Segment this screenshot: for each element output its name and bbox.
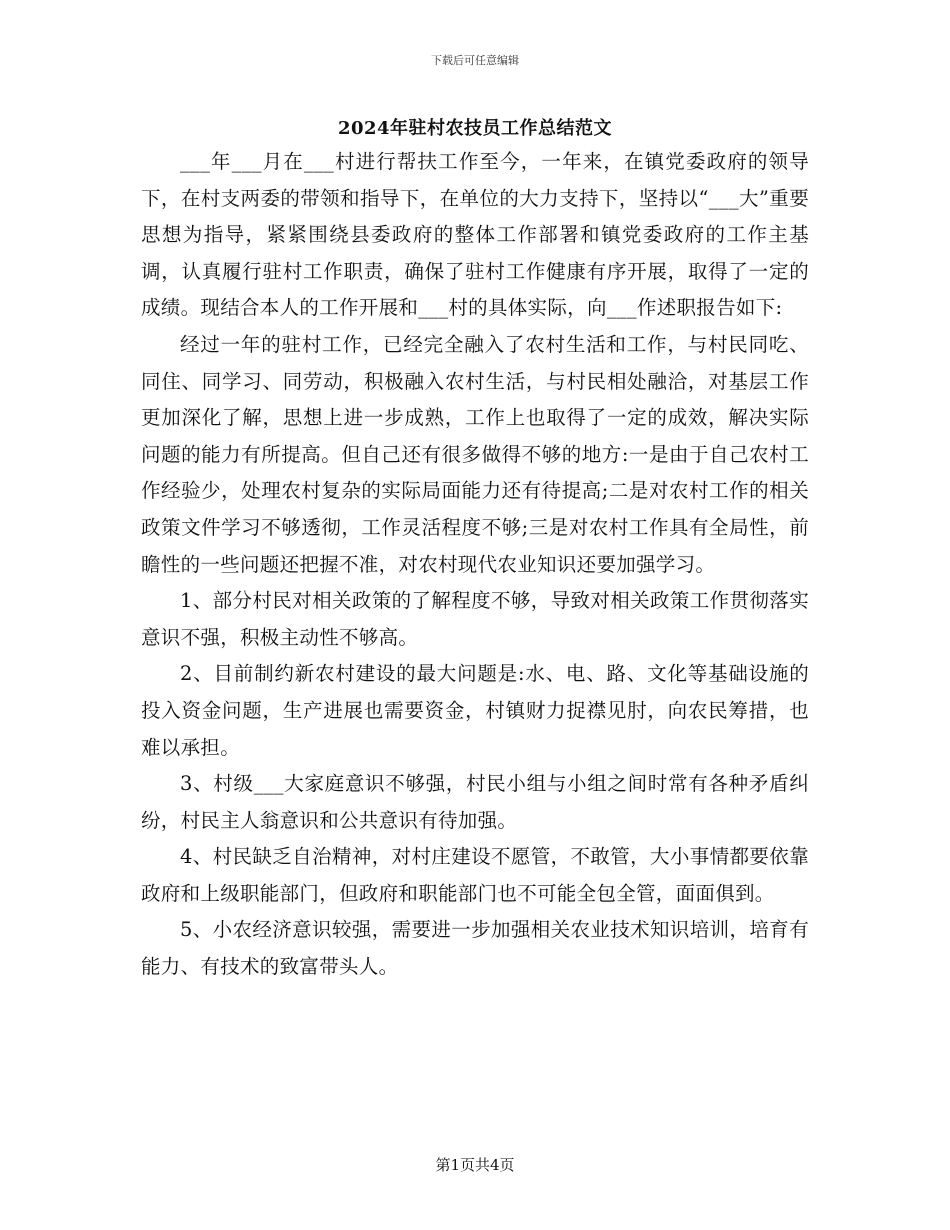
document-body — [141, 144, 809, 986]
paragraph-issue-5: 5、小农经济意识较强，需要进一步加强相关农业技术知识培训，培育有能力、有技术的致富带头人。 — [141, 918, 809, 979]
document-title: 2024年驻村农技员工作总结范文 — [337, 118, 613, 139]
paragraph-intro: ___年___月在___村进行帮扶工作至今，一年来，在镇党委政府的领导下，在村支两委的带领和指导下，在单位的大力支持下，坚持以“___大”重要思想为指导，紧紧围绕县委政府的整体工作部署和镇党委政府的工作主基调，认真履行驻村工作职责，确保了驻村工作健康有序开展，取得了一定的成绩。现结合本人的工作开展和___村的具体实际，向___作述职报告如下: — [141, 150, 809, 320]
page-header-note: 下载后可任意编辑 — [431, 54, 519, 67]
paragraph-summary: 经过一年的驻村工作，已经完全融入了农村生活和工作，与村民同吃、同住、同学习、同劳动，积极融入农村生活，与村民相处融洽，对基层工作更加深化了解，思想上进一步成熟，工作上也取得了一定的成效，解决实际问题的能力有所提高。但自己还有很多做得不够的地方:一是由于自己农村工作经验少，处理农村复杂的实际局面能力还有待提高;二是对农村工作的相关政策文件学习不够透彻，工作灵活程度不够;三是对农村工作具有全局性，前瞻性的一些问题还把握不准，对农村现代农业知识还要加强学习。 — [141, 332, 809, 576]
paragraph-issue-1: 1、部分村民对相关政策的了解程度不够，导致对相关政策工作贯彻落实意识不强，积极主动性不够高。 — [141, 589, 809, 649]
paragraph-issue-3: 3、村级___大家庭意识不够强，村民小组与小组之间时常有各种矛盾纠纷，村民主人翁意识和公共意识有待加强。 — [141, 772, 809, 832]
page-number-footer: 第1页共4页 — [435, 1156, 515, 1174]
paragraph-issue-4: 4、村民缺乏自治精神，对村庄建设不愿管，不敢管，大小事情都要依靠政府和上级职能部门，但政府和职能部门也不可能全包全管，面面俱到。 — [141, 845, 809, 905]
paragraph-issue-2: 2、目前制约新农村建设的最大问题是:水、电、路、文化等基础设施的投入资金问题，生产进展也需要资金，村镇财力捉襟见肘，向农民筹措，也难以承担。 — [141, 662, 809, 759]
